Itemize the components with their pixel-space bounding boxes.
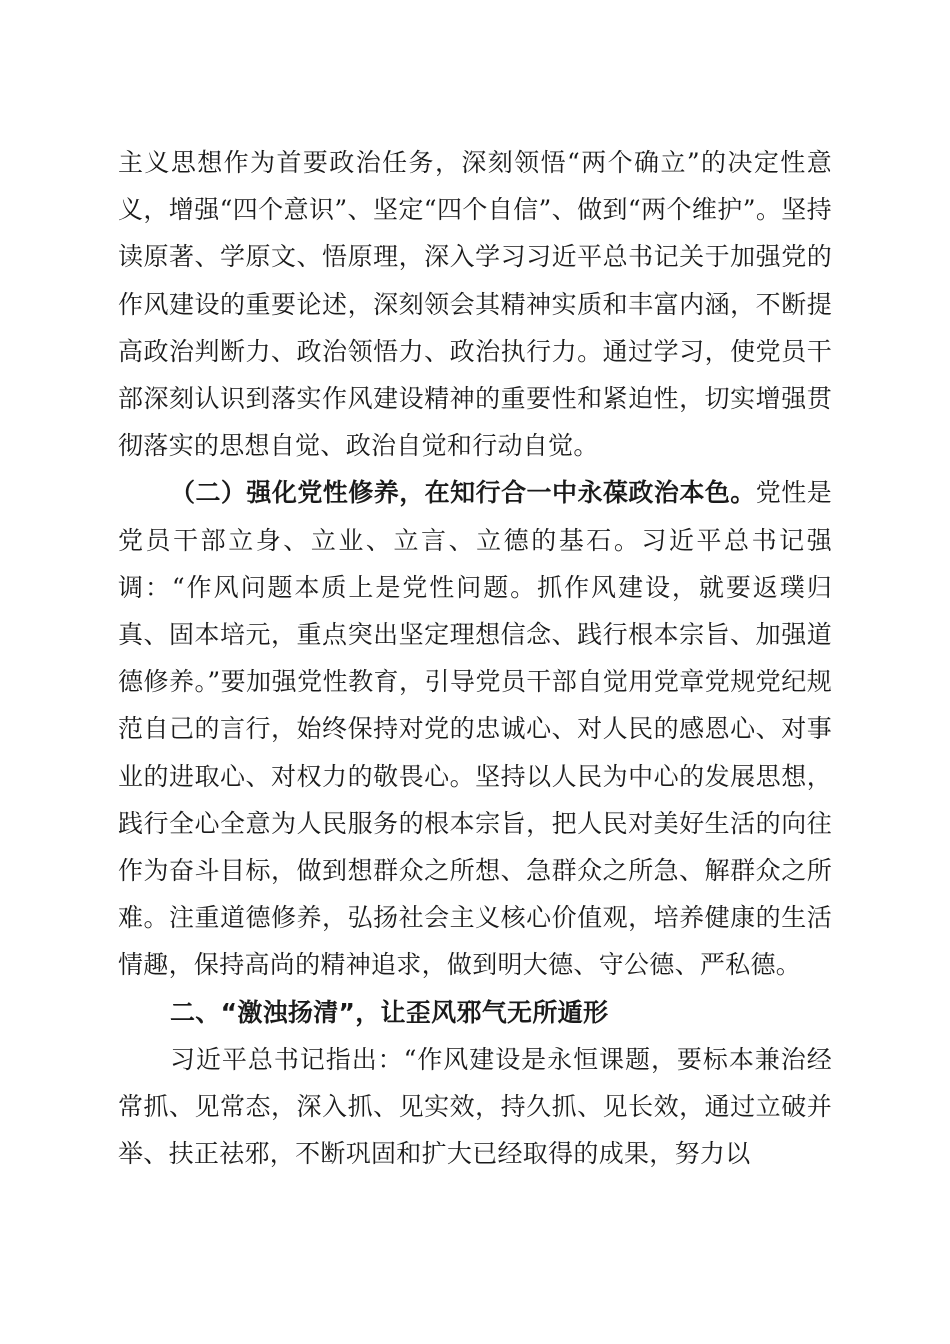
paragraph-party-spirit-body: 党性是党员干部立身、立业、立言、立德的基石。习近平总书记强调：“作风问题本质上是党性问题。抓作风建设，就要返璞归真、固本培元，重点突出坚定理想信念、践行根本宗旨、加强道德修养。”要加强党性教育，引导党员干部自觉用党章党规党纪规范自己的言行，始终保持对党的忠诚心、对人民的感恩心、对事业的进取心、对权力的敬畏心。坚持以人民为中心的发展思想，践行全心全意为人民服务的根本宗旨，把人民对美好生活的向往作为奋斗目标，做到想群众之所想、急群众之所急、解群众之所难。注重道德修养，弘扬社会主义核心价值观，培养健康的生活情趣，保持高尚的精神追求，做到明大德、守公德、严私德。 <box>118 478 833 980</box>
paragraph-quote: 习近平总书记指出：“作风建设是永恒课题，要标本兼治经常抓、见常态，深入抓、见实效，持久抓、见长效，通过立破并举、扶正祛邪，不断巩固和扩大已经取得的成果，努力以 <box>118 1044 832 1169</box>
section-heading-two: 二、“激浊扬清”，让歪风邪气无所遁形 <box>170 997 609 1027</box>
subheading-strengthen-party-spirit: （二）强化党性修养，在知行合一中永葆政治本色。 <box>170 478 756 508</box>
paragraph-study: 主义思想作为首要政治任务，深刻领悟“两个确立”的决定性意义，增强“四个意识”、坚定“四个自信”、做到“两个维护”。坚持读原著、学原文、悟原理，深入学习习近平总书记关于加强党的作风建设的重要论述，深刻领会其精神实质和丰富内涵，不断提高政治判断力、政治领悟力、政治执行力。通过学习，使党员干部深刻认识到落实作风建设精神的重要性和紧迫性，切实增强贯彻落实的思想自觉、政治自觉和行动自觉。 <box>118 148 832 461</box>
document-body <box>118 139 832 1177</box>
paragraph-party-spirit <box>118 469 832 988</box>
